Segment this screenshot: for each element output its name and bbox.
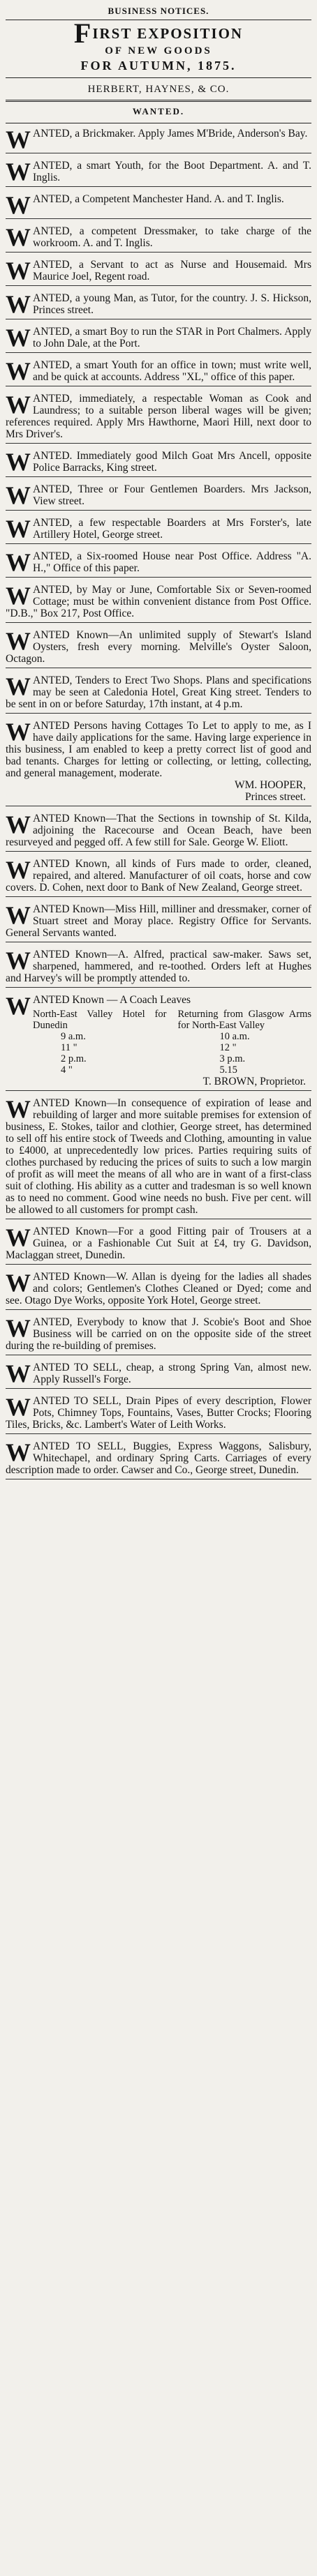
ad-drop-cap: W	[6, 191, 31, 220]
classified-ad	[6, 947, 311, 988]
timetable-column-left	[33, 1009, 167, 1076]
ad-drop-cap: W	[6, 901, 31, 930]
classified-ad	[6, 257, 311, 286]
timetable-heading: Returning from Glasgow Arms for North-East Valley	[177, 1009, 311, 1032]
ad-drop-cap: W	[6, 582, 31, 610]
classified-ad	[6, 158, 311, 187]
classified-ad	[6, 672, 311, 714]
classified-ad	[6, 901, 311, 942]
classified-ad	[6, 1223, 311, 1265]
banner-line-2: OF NEW GOODS	[105, 45, 212, 57]
coach-timetable	[33, 1009, 311, 1076]
ad-drop-cap: W	[6, 391, 31, 419]
classified-ad	[6, 582, 311, 623]
ad-body: ANTED, a Servant to act as Nurse and Housemaid. Mrs Maurice Joel, Regent road.	[33, 259, 311, 283]
ad-drop-cap: W	[6, 1223, 31, 1252]
ad-body: ANTED, a Brickmaker. Apply James M'Bride, Anderson's Bay.	[33, 128, 308, 140]
ad-body: ANTED, a competent Dressmaker, to take charge of the workroom. A. and T. Inglis.	[33, 225, 311, 250]
ad-drop-cap: W	[6, 992, 31, 1020]
ad-drop-cap: W	[6, 718, 31, 746]
ad-body: ANTED Known—That the Sections in township of St. Kilda, adjoining the Racecourse and Ocean Beach, have been resurveyed and pegged off. A few still for Sale. George W. Eliott.	[6, 813, 311, 849]
ad-body: ANTED Known—W. Allan is dyeing for the ladies all shades and colors; Gentlemen's Clothes Cleaned or Dyed; come and see. Otago Dye Works, opposite York Hotel, George street.	[6, 1271, 311, 1307]
classified-ad	[6, 992, 311, 1091]
classified-ad	[6, 548, 311, 578]
classified-ad	[6, 1314, 311, 1355]
ad-drop-cap: W	[6, 324, 31, 352]
ad-body: ANTED Persons having Cottages To Let to apply to me, as I have daily applications for the same. Having large experience in this business, I am enabled to keep a pretty correct list of good and bad tenants. Charges for letting or collecting, or letting, collecting, and general management, moderate.	[6, 720, 311, 780]
timetable-time: 12 "	[219, 1042, 237, 1054]
ad-drop-cap: W	[6, 481, 31, 510]
classified-ad	[6, 391, 311, 444]
divider-double	[6, 100, 311, 102]
ad-drop-cap: W	[6, 357, 31, 386]
section-title: BUSINESS NOTICES.	[108, 6, 209, 16]
ad-body: ANTED. Immediately good Milch Goat Mrs Ancell, opposite Police Barracks, King street.	[33, 450, 311, 474]
ad-drop-cap: W	[6, 947, 31, 975]
timetable-time: 3 p.m.	[219, 1053, 246, 1065]
ad-drop-cap: W	[6, 223, 31, 252]
ad-body: ANTED Known—An unlimited supply of Stewart's Island Oysters, fresh every morning. Melville's Oyster Saloon, Octagon.	[6, 629, 311, 665]
ad-drop-cap: W	[6, 158, 31, 186]
ad-signature-address: Princes street.	[245, 791, 306, 804]
ad-drop-cap: W	[6, 257, 31, 285]
wanted-heading: WANTED.	[132, 106, 185, 117]
classified-ad	[6, 1269, 311, 1310]
classified-ad	[6, 481, 311, 511]
timetable-time: 2 p.m.	[61, 1053, 87, 1065]
ad-body: ANTED, Three or Four Gentlemen Boarders. Mrs Jackson, View street.	[33, 483, 311, 508]
classified-ad	[6, 223, 311, 253]
ad-drop-cap: W	[6, 126, 31, 154]
timetable-time: 4 "	[61, 1064, 73, 1076]
classified-ad	[6, 448, 311, 477]
ad-body: ANTED TO SELL, Drain Pipes of every description, Flower Pots, Chimney Tops, Fountains, Vases, Butter Crocks; Flooring Tiles, Bricks, &c. Lambert's Water of Leith Works.	[6, 1395, 311, 1431]
ad-body: ANTED, a smart Youth for an office in town; must write well, and be quick at accounts. Address "XL," office of this paper.	[33, 359, 311, 384]
ad-drop-cap: W	[6, 811, 31, 839]
ad-drop-cap: W	[6, 1393, 31, 1422]
classified-ad	[6, 1359, 311, 1389]
ad-body: ANTED Known—A. Alfred, practical saw-maker. Saws set, sharpened, hammered, and re-toothed. Orders left at Hughes and Harvey's will be promptly attended to.	[6, 949, 311, 985]
classified-ad	[6, 1095, 311, 1219]
ad-body: ANTED, Tenders to Erect Two Shops. Plans and specifications may be seen at Caledonia Hotel, Great King street. Tenders to be sent in on or before Saturday, 17th instant, at 4 p.m.	[6, 675, 311, 711]
banner-line-1: IRST EXPOSITION	[92, 25, 244, 42]
classified-ad	[6, 324, 311, 353]
ad-drop-cap: W	[6, 1314, 31, 1343]
ad-drop-cap: W	[6, 856, 31, 884]
coach-proprietor: T. BROWN, Proprietor.	[202, 1076, 306, 1088]
ad-body: ANTED, a Competent Manchester Hand. A. and T. Inglis.	[33, 193, 284, 206]
ad-body: ANTED Known—For a good Fitting pair of Trousers at a Guinea, or a Fashionable Cut Suit at £4, try G. Davidson, Maclaggan street, Dunedin.	[6, 1226, 311, 1262]
ad-drop-cap: W	[6, 1438, 31, 1467]
banner-line-3: FOR AUTUMN, 1875.	[80, 58, 237, 73]
ad-signature: WM. HOOPER,	[234, 779, 306, 792]
newspaper-column	[6, 3, 311, 2570]
classified-ad	[6, 811, 311, 852]
timetable-time: 9 a.m.	[61, 1031, 86, 1043]
ad-body: ANTED, immediately, a respectable Woman as Cook and Laundress; to a suitable person liberal wages will be given; references required. Apply Mrs Hawthorne, Maori Hill, next door to Mrs Driver's.	[6, 393, 311, 441]
ad-drop-cap: W	[6, 515, 31, 543]
ad-body: ANTED, Everybody to know that J. Scobie's Boot and Shoe Business will be carried on on the opposite side of the street during the re-building of premises.	[6, 1316, 311, 1353]
timetable-time: 5.15	[219, 1064, 237, 1076]
ad-body: ANTED Known — A Coach Leaves	[33, 994, 191, 1007]
firm-name: HERBERT, HAYNES, & CO.	[87, 84, 230, 96]
ad-body: ANTED, a Six-roomed House near Post Office. Address "A. H.," Office of this paper.	[33, 550, 311, 575]
ad-body: ANTED, a few respectable Boarders at Mrs Forster's, late Artillery Hotel, George street.	[33, 517, 311, 541]
ad-body: ANTED Known, all kinds of Furs made to order, cleaned, repaired, and altered. Manufacturer of oil coats, horse and cow covers. D. Cohen, next door to Bank of New Zealand, George street.	[6, 858, 311, 894]
classified-ad	[6, 357, 311, 386]
ad-drop-cap: W	[6, 1269, 31, 1297]
classified-ad	[6, 718, 311, 806]
ad-drop-cap: W	[6, 672, 31, 701]
classified-ad	[6, 515, 311, 544]
ad-body: ANTED Known—In consequence of expiration of lease and rebuilding of larger and more suitable premises for extension of business, E. Stokes, tailor and clothier, George street, has determined to sell off his entire stock of Tweeds and Clothing, amounting in value to £4000, at unprecedentedly low prices. Parties requiring suits of clothes purchased by reducing the prices of suits to such a low margin of profit as will meet the means of all who are in want of a first-class suit of clothing. His ability as a cutter and tradesman is so well known as to need no comment. Good wine needs no bush. Five per cent. will be allowed to all customers for prompt cash.	[6, 1097, 311, 1217]
timetable-time: 11 "	[61, 1042, 78, 1054]
classified-ad	[6, 856, 311, 897]
classified-ad	[6, 1393, 311, 1434]
ad-body: ANTED Known—Miss Hill, milliner and dressmaker, corner of Stuart street and Moray place. Registry Office for Servants. General Servants wanted.	[6, 903, 311, 940]
ad-drop-cap: W	[6, 627, 31, 656]
ad-body: ANTED TO SELL, cheap, a strong Spring Van, almost new. Apply Russell's Forge.	[33, 1362, 311, 1386]
timetable-time: 10 a.m.	[219, 1031, 250, 1043]
ad-body: ANTED, a smart Boy to run the STAR in Port Chalmers. Apply to John Dale, at the Port.	[33, 326, 311, 350]
ad-drop-cap: W	[6, 448, 31, 476]
banner-drop-cap: F	[73, 17, 93, 49]
ad-drop-cap: W	[6, 290, 31, 319]
ad-drop-cap: W	[6, 548, 31, 577]
ad-body: ANTED, by May or June, Comfortable Six or Seven-roomed Cottage; must be within convenient distance from Post Office. "D.B.," Box 217, Post Office.	[6, 584, 311, 620]
classified-ad	[6, 191, 311, 219]
ad-body: ANTED, a smart Youth, for the Boot Department. A. and T. Inglis.	[33, 160, 311, 184]
classified-ad	[6, 126, 311, 153]
classified-ad	[6, 290, 311, 319]
ad-body: ANTED, a young Man, as Tutor, for the country. J. S. Hickson, Princes street.	[33, 292, 311, 317]
exposition-banner	[6, 17, 311, 73]
timetable-column-right	[177, 1009, 311, 1076]
timetable-heading: North-East Valley Hotel for Dunedin	[33, 1009, 167, 1032]
ad-drop-cap: W	[6, 1095, 31, 1124]
ads-list	[6, 126, 311, 1479]
divider	[6, 77, 311, 78]
ad-body: ANTED TO SELL, Buggies, Express Waggons, Salisbury, Whitechapel, and ordinary Spring Carts. Carriages of every description made to order. Cawser and Co., George street, Dunedin.	[6, 1440, 311, 1477]
ad-drop-cap: W	[6, 1359, 31, 1388]
classified-ad	[6, 1438, 311, 1479]
classified-ad	[6, 627, 311, 668]
